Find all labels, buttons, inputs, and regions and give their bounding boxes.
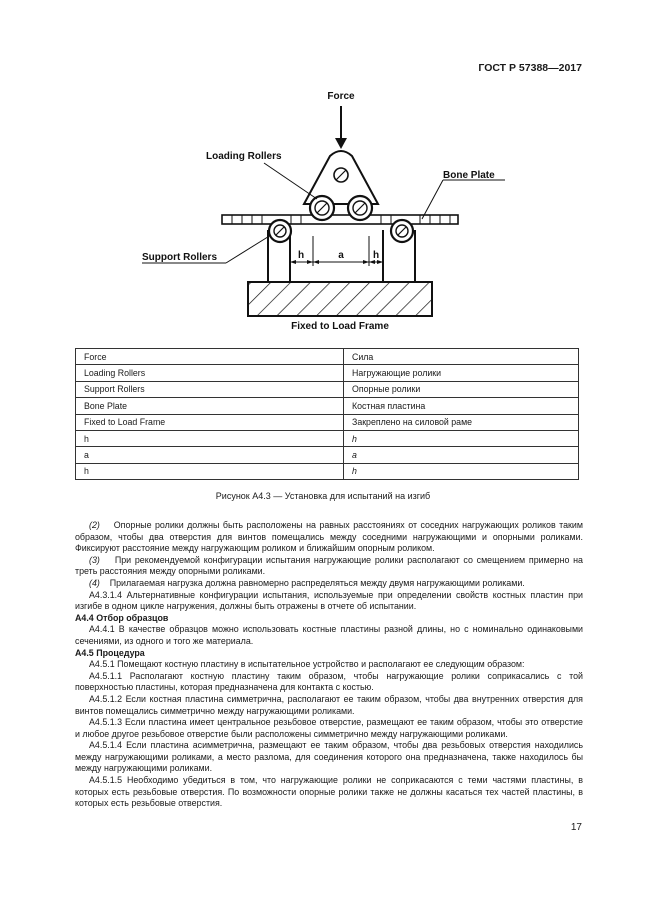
label-support-rollers: Support Rollers (142, 252, 218, 263)
term-en: Support Rollers (76, 381, 344, 397)
label-loading-rollers: Loading Rollers (206, 151, 282, 162)
paragraph-a4512: А4.5.1.2 Если костная пластина симметрична, располагают ее таким образом, чтобы два внутренних отверстия для винтов помещались симметрично между нагружающими роликами. (75, 693, 583, 716)
leader-loading-rollers (264, 163, 317, 199)
paragraph-a451: А4.5.1 Помещают костную пластину в испытательное устройство и располагают ее следующим образом: (89, 659, 525, 670)
paragraph-3 (75, 555, 583, 578)
label-a: a (338, 250, 344, 261)
term-en: h (76, 463, 344, 479)
table-row (76, 414, 579, 430)
label-bone-plate: Bone Plate (443, 170, 495, 181)
table-row (76, 365, 579, 381)
figure-caption: Рисунок А4.3 — Установка для испытаний на изгиб (215, 491, 431, 501)
terms-table (75, 348, 579, 480)
heading-a44: А4.4 Отбор образцов (75, 612, 169, 623)
bending-test-figure (130, 86, 495, 336)
table-row (76, 430, 579, 446)
page-number: 17 (570, 822, 582, 833)
term-en: a (76, 447, 344, 463)
body-text (75, 520, 583, 810)
paragraph-text: При рекомендуемой конфигурации испытания нагружающие ролики располагают со смещением примерно на треть расстояния между опорными роликами. (75, 554, 583, 577)
item-number: (2) (89, 520, 100, 530)
term-ru: Нагружающие ролики (344, 365, 579, 381)
term-en: Bone Plate (76, 398, 344, 414)
bending-test-diagram (130, 86, 495, 336)
paragraph-2 (75, 520, 583, 555)
table-row (76, 349, 579, 365)
term-ru: h (344, 463, 579, 479)
label-fixed-to-load-frame: Fixed to Load Frame (291, 321, 389, 332)
bone-plate (222, 215, 458, 224)
label-h-left: h (297, 250, 305, 261)
label-h-right: h (372, 250, 380, 261)
item-number: (4) (89, 577, 100, 588)
term-ru: Опорные ролики (344, 381, 579, 397)
table-row (76, 381, 579, 397)
item-number: (3) (89, 554, 100, 565)
paragraph-a4513: А4.5.1.3 Если пластина имеет центральное резьбовое отверстие, размещают ее таким образом, чтобы это отверстие и любое другое резьбовое отверстие были расположены симметрично между нагружающими роликами. (75, 717, 583, 739)
paragraph-text: Опорные ролики должны быть расположены на равных расстояниях от соседних нагружающих роликов таким образом, чтобы два отверстия для винтов помещались между соседними нагружающими и опорными роликами. Фиксируют расстояние между нагружающим роликом и ближайшим опорным роликом. (75, 520, 583, 554)
load-frame-base (248, 282, 432, 316)
term-en: Force (76, 349, 344, 365)
force-arrow-head (335, 138, 347, 149)
term-ru: h (344, 430, 579, 446)
term-ru: Закреплено на силовой раме (344, 414, 579, 430)
paragraph-4 (75, 578, 583, 590)
paragraph-a4511: А4.5.1.1 Располагают костную пластину таким образом, чтобы нагружающие ролики соприкасались с той поверхностью пластины, которая предназначена для контакта с костью. (75, 670, 583, 693)
paragraph-text: Прилагаемая нагрузка должна равномерно распределяться между двумя нагружающими роликами. (109, 577, 525, 588)
term-en: Fixed to Load Frame (76, 414, 344, 430)
paragraph-a4515: А4.5.1.5 Необходимо убедиться в том, что нагружающие ролики не соприкасаются с теми частями пластины, в которых есть резьбовые отверстия. По возможности опорные ролики также не должны касаться тех частей пластины, в которых есть резьбовые отверстия. (75, 775, 583, 809)
document-standard-header: ГОСТ Р 57388—2017 (478, 62, 582, 74)
paragraph-a441: А4.4.1 В качестве образцов можно использовать костные пластины разной длины, но с номинально одинаковыми сечениями, из одного и того же материала. (75, 624, 583, 646)
paragraph-a4314: А4.3.1.4 Альтернативные конфигурации испытания, используемые при определении свойств костных пластин при изгибе в одном цикле нагружения, должны быть отражены в отчете об испытании. (75, 589, 583, 612)
table-row (76, 398, 579, 414)
paragraph-a4514: А4.5.1.4 Если пластина асимметрична, размещают ее таким образом, чтобы два резьбовых отверстия находились между нагружающими роликами, а место разлома, для соединения которого она предназначена, также находилось бы между нагружающими роликами. (75, 740, 583, 774)
term-ru: Сила (344, 349, 579, 365)
label-force: Force (327, 91, 355, 102)
term-ru: Костная пластина (344, 398, 579, 414)
term-en: h (76, 430, 344, 446)
leader-bone-plate (422, 180, 443, 219)
heading-a45: А4.5 Процедура (75, 647, 145, 658)
leader-support-rollers (226, 235, 271, 263)
term-ru: a (344, 447, 579, 463)
table-row (76, 447, 579, 463)
table-row (76, 463, 579, 479)
term-en: Loading Rollers (76, 365, 344, 381)
